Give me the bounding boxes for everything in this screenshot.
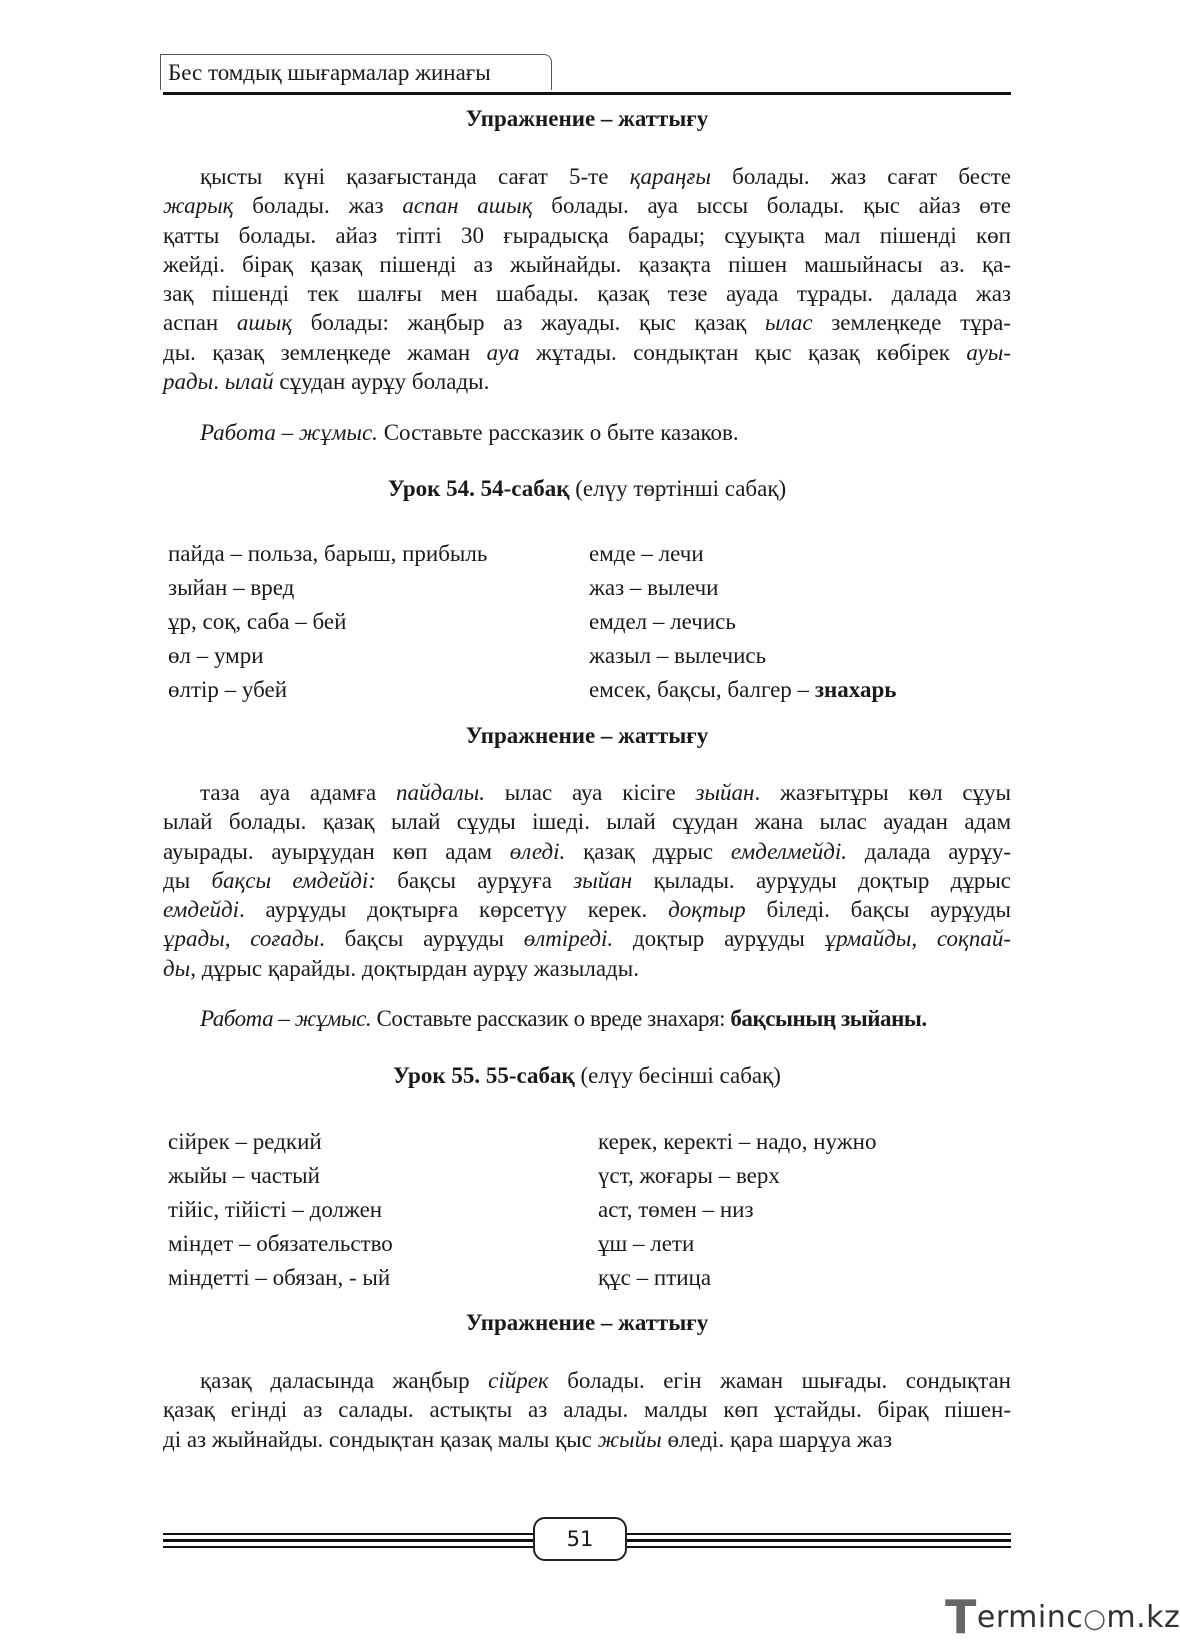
watermark-logo (945, 1590, 1180, 1644)
exercise-heading-2: Упражнение – жаттығу (465, 723, 709, 748)
text-run: жұтады. сондықтан қыс қазақ көбірек (519, 339, 967, 365)
italic-run: рады (163, 369, 214, 395)
text-run: . жазғытұры көл сұуы (754, 780, 1012, 805)
text-line (163, 338, 1011, 367)
vocab-item: жазыл – вылечись (589, 643, 767, 668)
italic-run: зыйан (695, 780, 755, 805)
italic-run: доқтыр (668, 897, 746, 923)
text-line (163, 807, 1011, 836)
page-number: 51 (533, 1517, 627, 1561)
italic-run: емделмейді. (730, 838, 847, 864)
italic-run: ды (163, 955, 191, 981)
text-run: ылас ауа кісіге (485, 780, 696, 805)
text-line (163, 367, 1011, 396)
text-line (163, 895, 1011, 924)
watermark-o-glyph: ○ (1083, 1604, 1107, 1634)
text-line (163, 221, 1011, 250)
italic-run: өлтіреді. (523, 926, 614, 952)
vocab-item: сійрек – редкий (168, 1129, 322, 1154)
italic-run: ұрады, соғады (163, 926, 320, 952)
text-line (163, 162, 1011, 191)
text-run: сұудан аурұу болады. (273, 369, 490, 395)
italic-run: ашық (236, 310, 293, 336)
task-line-1 (200, 418, 1048, 448)
vocab-item: тійіс, тійісті – должен (168, 1197, 383, 1222)
lesson-54-title-bold: Урок 54. 54-сабақ (387, 476, 570, 501)
text-run: болады: жаңбыр аз жауады. қыс қазақ (292, 310, 765, 336)
text-run: болады. жаз сағат бесте (710, 164, 1011, 189)
vocab-item: аст, төмен – низ (598, 1197, 754, 1222)
lesson-54-title-rest: (елүу төртінші сабақ) (569, 476, 787, 501)
vocab-item (589, 673, 896, 707)
watermark-big-letter: T (945, 1590, 977, 1644)
text-line (163, 250, 1011, 279)
italic-run: сійрек (488, 1368, 549, 1393)
text-run: ылай болады. қазақ ылай сұуды ішеді. ылай сұудан жана ылас ауадан адам (163, 809, 1011, 835)
text-run: қатты болады. айаз тіпті 30 ғырадысқа барады; сұуықта мал пішенді көп (163, 222, 1011, 248)
text-run: ды. қазақ землеңкеде жаман (163, 339, 487, 365)
task-text: Составьте рассказик о быте казаков. (377, 420, 739, 445)
italic-run: аспан ашық (402, 193, 533, 219)
vocab-item: емдел – лечись (589, 609, 736, 634)
text-run: бақсы аурұуға (375, 867, 574, 893)
text-line (163, 308, 1011, 337)
vocab-item-plain: емсек, бақсы, балгер – (589, 677, 815, 702)
vocab-item: өл – умри (168, 643, 264, 668)
lesson-55-vocab-left (168, 1125, 393, 1295)
text-run: , дұрыс қарайды. доқтырдан аурұу жазылады. (190, 955, 639, 981)
lesson-54-vocab-left (168, 537, 487, 707)
text-run: қазақ егінді аз салады. астықты аз алады. малды көп ұстайды. бірақ пішен- (163, 1397, 1011, 1423)
italic-run: емдейді (163, 897, 239, 923)
italic-run: ылас (764, 310, 813, 336)
text-line (163, 837, 1011, 866)
task-text: Составьте рассказик о вреде знахаря: (371, 1006, 731, 1031)
exercise-paragraph-3 (163, 1366, 1011, 1454)
lesson-55-vocab-right (598, 1125, 876, 1295)
vocab-item: керек, керекті – надо, нужно (598, 1129, 877, 1154)
text-run: қазақ дұрыс (565, 838, 731, 864)
italic-run: зыйан (573, 867, 633, 893)
watermark-end: m.kz (1106, 1600, 1180, 1635)
text-run: қазақ даласында жаңбыр (200, 1368, 489, 1393)
running-header: Бес томдық шығармалар жинағы (168, 60, 491, 85)
text-run: зақ пішенді тек шалғы мен шабады. қазақ тезе ауада тұрады. далада жаз (163, 281, 1011, 307)
italic-run: жыйы (597, 1426, 662, 1452)
italic-run: жарық (163, 193, 234, 219)
vocab-item: пайда – польза, барыш, прибыль (168, 541, 488, 566)
text-line (163, 279, 1011, 308)
italic-run: өледі. (509, 838, 566, 864)
vocab-item: құс – птица (598, 1265, 712, 1290)
vocab-item: ұр, соқ, саба – бей (168, 609, 347, 634)
text-run: ды (163, 867, 212, 893)
italic-run: ылай (224, 369, 274, 395)
text-line (163, 924, 1011, 953)
text-run: . аурұуды доқтырға көрсетүу керек. (238, 897, 669, 923)
text-run: аспан (163, 310, 237, 336)
lesson-55-title-bold: Урок 55. 55-сабақ (393, 1063, 575, 1088)
lesson-54-title (163, 474, 1011, 504)
italic-run: ауа (486, 339, 520, 365)
task-line-2 (200, 1004, 1048, 1034)
lesson-55-title (163, 1061, 1011, 1091)
text-run: землеңкеде тұра- (812, 310, 1012, 336)
italic-run: ұрмайды, соқпай- (824, 926, 1011, 952)
text-run: ауырады. ауырұудан көп адам (163, 838, 510, 864)
text-run: болады. ауа ыссы болады. қыс айаз өте (532, 193, 1011, 219)
text-run: болады. жаз (233, 193, 403, 219)
vocab-item: үст, жоғары – верх (598, 1163, 780, 1188)
italic-run: ауы- (966, 339, 1012, 365)
exercise-heading-3: Упражнение – жаттығу (465, 1310, 709, 1335)
text-run: қылады. аурұуды доқтыр дұрыс (632, 867, 1012, 893)
text-run: өледі. қара шарұуа жаз (661, 1426, 893, 1452)
lesson-54-vocab-right (589, 537, 896, 707)
text-run: таза ауа адамға (200, 780, 396, 805)
exercise-paragraph-2 (163, 778, 1011, 983)
text-line (163, 1366, 1011, 1395)
vocab-item: міндетті – обязан, - ый (168, 1265, 391, 1290)
vocab-item: емде – лечи (589, 541, 704, 566)
vocab-item: жыйы – частый (168, 1163, 320, 1188)
text-line (163, 1425, 1011, 1454)
text-run: ді аз жыйнайды. сондықтан қазақ малы қыс (163, 1426, 598, 1452)
vocab-item: зыйан – вред (168, 575, 295, 600)
task-bold: бақсының зыйаны. (730, 1006, 927, 1031)
text-run: . бақсы аурұуды (319, 926, 524, 952)
exercise-heading-1: Упражнение – жаттығу (465, 106, 709, 131)
task-label: Работа – жұмыс. (200, 1006, 372, 1031)
exercise-paragraph-1 (163, 162, 1011, 396)
italic-run: бақсы емдейді: (211, 867, 376, 893)
text-run: біледі. бақсы аурұуды (745, 897, 1012, 923)
text-run: болады. егін жаман шығады. сондықтан (548, 1368, 1011, 1393)
text-line (163, 191, 1011, 220)
watermark-mid: erminc (976, 1600, 1084, 1635)
text-run: жейді. бірақ қазақ пішенді аз жыйнайды. қазақта пішен машыйнасы аз. қа- (163, 251, 1011, 277)
vocab-item: өлтір – убей (168, 677, 288, 702)
italic-run: қараңғы (629, 164, 711, 189)
text-run: қысты күні қазағыстанда сағат 5-те (200, 164, 630, 189)
text-run: далада аурұу- (846, 838, 1012, 864)
text-line (163, 866, 1011, 895)
vocab-item: ұш – лети (598, 1231, 695, 1256)
lesson-55-title-rest: (елүу бесінші сабақ) (574, 1063, 781, 1088)
task-label: Работа – жұмыс. (200, 420, 378, 445)
text-line (163, 954, 1011, 983)
text-run: . (213, 369, 225, 395)
text-line (163, 1395, 1011, 1424)
italic-run: пайдалы. (396, 780, 485, 805)
vocab-item: міндет – обязательство (168, 1231, 393, 1256)
text-run: доқтыр аурұуды (613, 926, 825, 952)
text-line (163, 778, 1011, 807)
vocab-item-bold: знахарь (814, 677, 897, 702)
header-rule (163, 92, 1011, 95)
vocab-item: жаз – вылечи (589, 575, 719, 600)
